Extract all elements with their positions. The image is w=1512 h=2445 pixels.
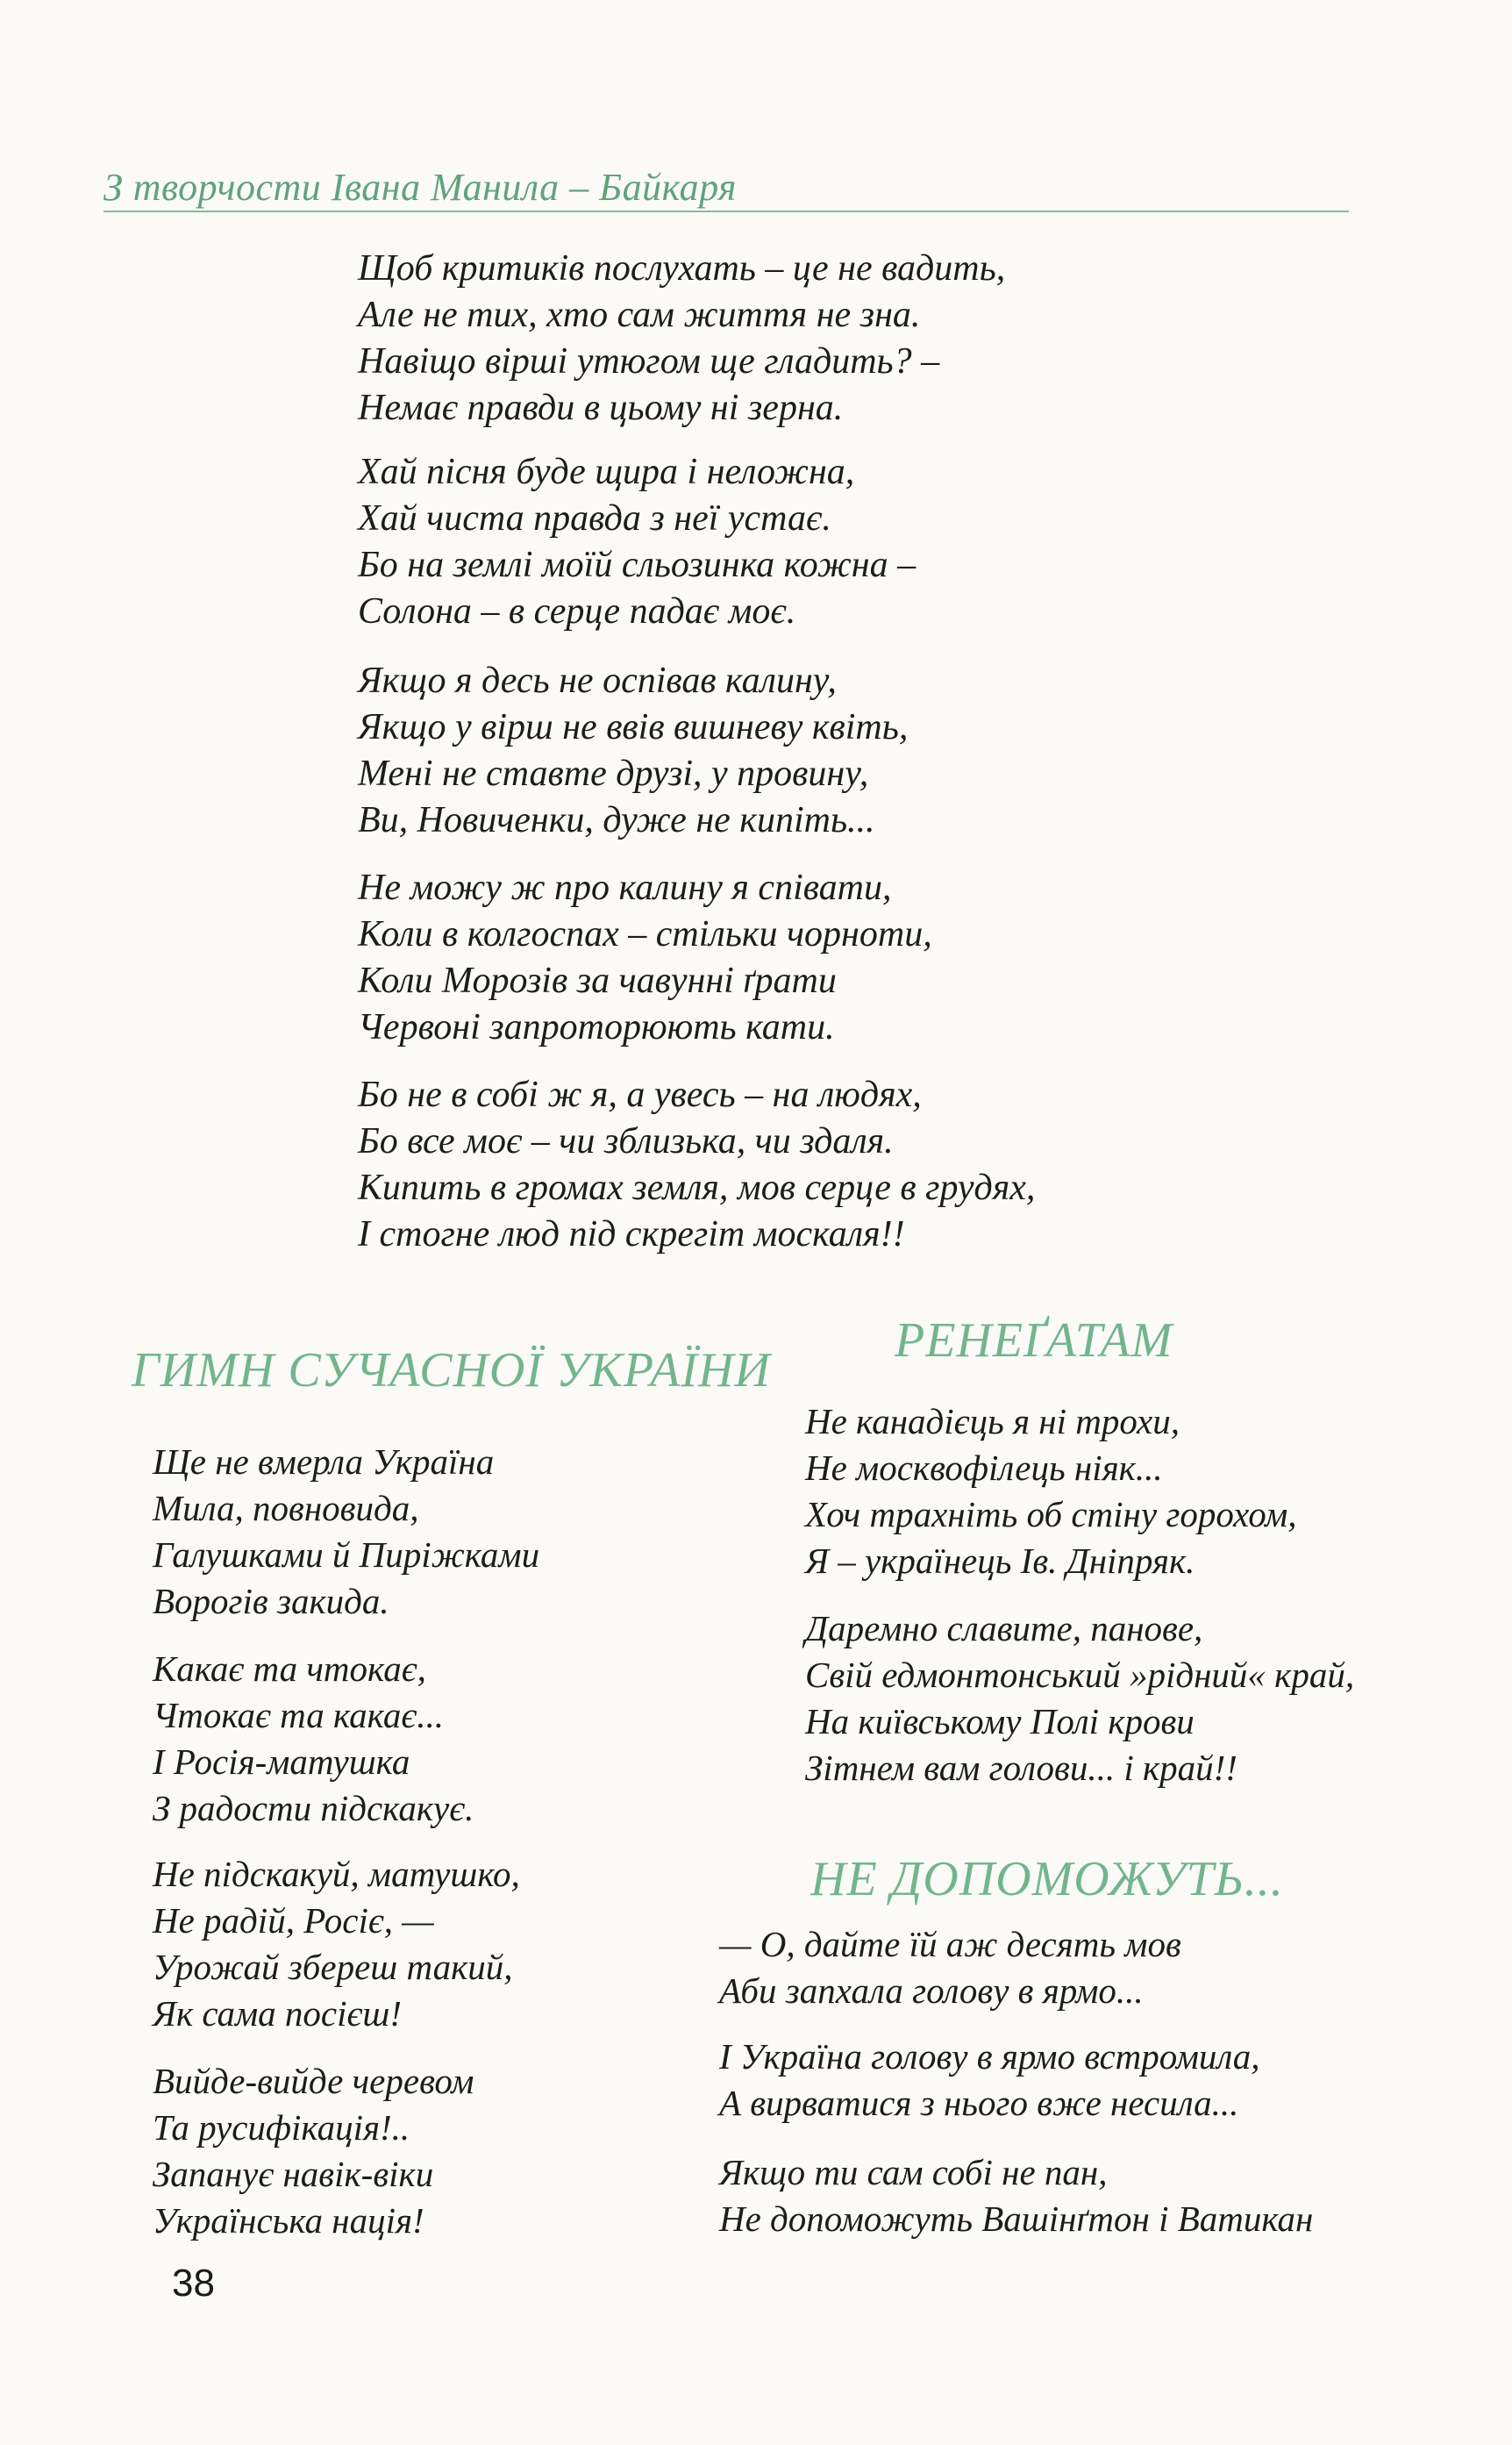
poem-line: Бо все моє – чи зблизька, чи здаля. <box>358 1121 894 1162</box>
poem-line: Хай чиста правда з неї устає. <box>358 498 831 539</box>
poem-line: Вийде-вийде черевом <box>153 2061 474 2101</box>
poem-line: І стогне люд під скрегіт москаля!! <box>358 1214 905 1255</box>
poem-line: Не радій, Росіє, — <box>153 1900 434 1941</box>
poem-line: Какає та чтокає, <box>153 1648 426 1689</box>
poem-line: Мила, повновида, <box>153 1488 419 1528</box>
poem-line: Не москвофілець ніяк... <box>805 1448 1163 1488</box>
poem-line: Галушками й Пиріжками <box>153 1534 540 1575</box>
poem-line: — О, дайте їй аж десять мов <box>719 1924 1181 1964</box>
poem-line: Хай пісня буде щира і неложна, <box>358 452 855 492</box>
poem-line: На київському Полі крови <box>805 1701 1195 1741</box>
poem-line: Ворогів закида. <box>153 1581 389 1621</box>
poem-line: Не допоможуть Вашінґтон і Ватикан <box>719 2198 1314 2239</box>
poem-line: Хоч трахніть об стіну горохом, <box>805 1494 1297 1534</box>
anthem-stanza-1 <box>153 1439 539 1625</box>
poem-line: Навіщо вірші утюгом ще гладить? – <box>358 341 940 382</box>
poem-line: З радости підскакує. <box>153 1788 474 1828</box>
poem-line: Мені не ставте друзі, у провину, <box>358 754 869 794</box>
poem-line: А вирватися з нього вже несила... <box>719 2083 1239 2123</box>
anthem-stanza-4 <box>153 2058 474 2244</box>
poem-line: Як сама посієш! <box>153 1993 402 2034</box>
poem-line: Солона – в серце падає моє. <box>358 591 796 632</box>
renegades-title: РЕНЕҐАТАМ <box>895 1313 1173 1368</box>
poem-line: Щоб критиків послухать – це не вадить, <box>358 248 1006 289</box>
poem-line: Не підскакуй, матушко, <box>153 1854 520 1894</box>
poem-line: Я – українець Ів. Дніпряк. <box>805 1541 1195 1581</box>
poem-line: Якщо ти сам собі не пан, <box>719 2152 1108 2192</box>
poem-line: Червоні запроторюють кати. <box>358 1007 835 1047</box>
poem-line: Не можу ж про калину я співати, <box>358 868 892 908</box>
poem-line: І Росія-матушка <box>153 1741 410 1782</box>
main-poem-stanza-4 <box>358 865 932 1051</box>
main-poem-stanza-3 <box>358 658 908 844</box>
anthem-title: ГИМН СУЧАСНОЇ УКРАЇНИ <box>132 1343 771 1398</box>
poem-line: Бо на землі моїй сльозинка кожна – <box>358 545 916 585</box>
poem-line: Але не тих, хто сам життя не зна. <box>358 295 921 335</box>
main-poem-stanza-5 <box>358 1072 1035 1258</box>
poem-line: Чтокає та какає... <box>153 1695 444 1735</box>
header-rule <box>103 211 1349 212</box>
page-number: 38 <box>172 2262 215 2305</box>
wont-help-title: НЕ ДОПОМОЖУТЬ... <box>810 1852 1284 1906</box>
poem-line: Свій едмонтонський »рідний« край, <box>805 1655 1355 1695</box>
poem-line: Коли в колгоспах – стільки чорноти, <box>358 914 932 954</box>
poem-line: Кипить в громах земля, мов серце в грудях, <box>358 1168 1036 1208</box>
poem-line: Аби запхала голову в ярмо... <box>719 1970 1144 2011</box>
poem-line: Даремно славите, панове, <box>805 1608 1203 1648</box>
poem-line: Бо не в собі ж я, а увесь – на людях, <box>358 1075 922 1115</box>
poem-line: Українська нація! <box>153 2200 424 2241</box>
anthem-stanza-2 <box>153 1646 474 1832</box>
poem-line: Та русифікація!.. <box>153 2107 410 2148</box>
poem-line: Ви, Новиченки, дуже не кипіть... <box>358 800 875 840</box>
poem-line: Ще не вмерла Україна <box>153 1441 495 1482</box>
wont-help-stanza-1 <box>719 1921 1181 2014</box>
poem-line: Якщо у вірш не ввів вишневу квіть, <box>358 707 909 747</box>
poem-line: Не канадієць я ні трохи, <box>805 1401 1180 1441</box>
poem-line: Немає правди в цьому ні зерна. <box>358 388 844 428</box>
poem-line: Зітнем вам голови... і край!! <box>805 1748 1237 1788</box>
anthem-stanza-3 <box>153 1851 520 2037</box>
main-poem-stanza-2 <box>358 449 916 635</box>
wont-help-stanza-2 <box>719 2034 1260 2127</box>
running-head: З творчости Івана Манила – Байкаря <box>103 166 737 209</box>
poem-line: Коли Морозів за чавунні ґрати <box>358 961 837 1001</box>
poem-line: Запанує навік-віки <box>153 2154 434 2194</box>
renegades-stanza-1 <box>805 1398 1297 1584</box>
renegades-stanza-2 <box>805 1605 1354 1791</box>
poem-line: Урожай збереш такий, <box>153 1947 513 1987</box>
poem-line: І Україна голову в ярмо встромила, <box>719 2036 1260 2077</box>
wont-help-stanza-3 <box>719 2149 1313 2242</box>
poem-line: Якщо я десь не оспівав калину, <box>358 661 837 701</box>
main-poem-stanza-1 <box>358 246 1005 432</box>
